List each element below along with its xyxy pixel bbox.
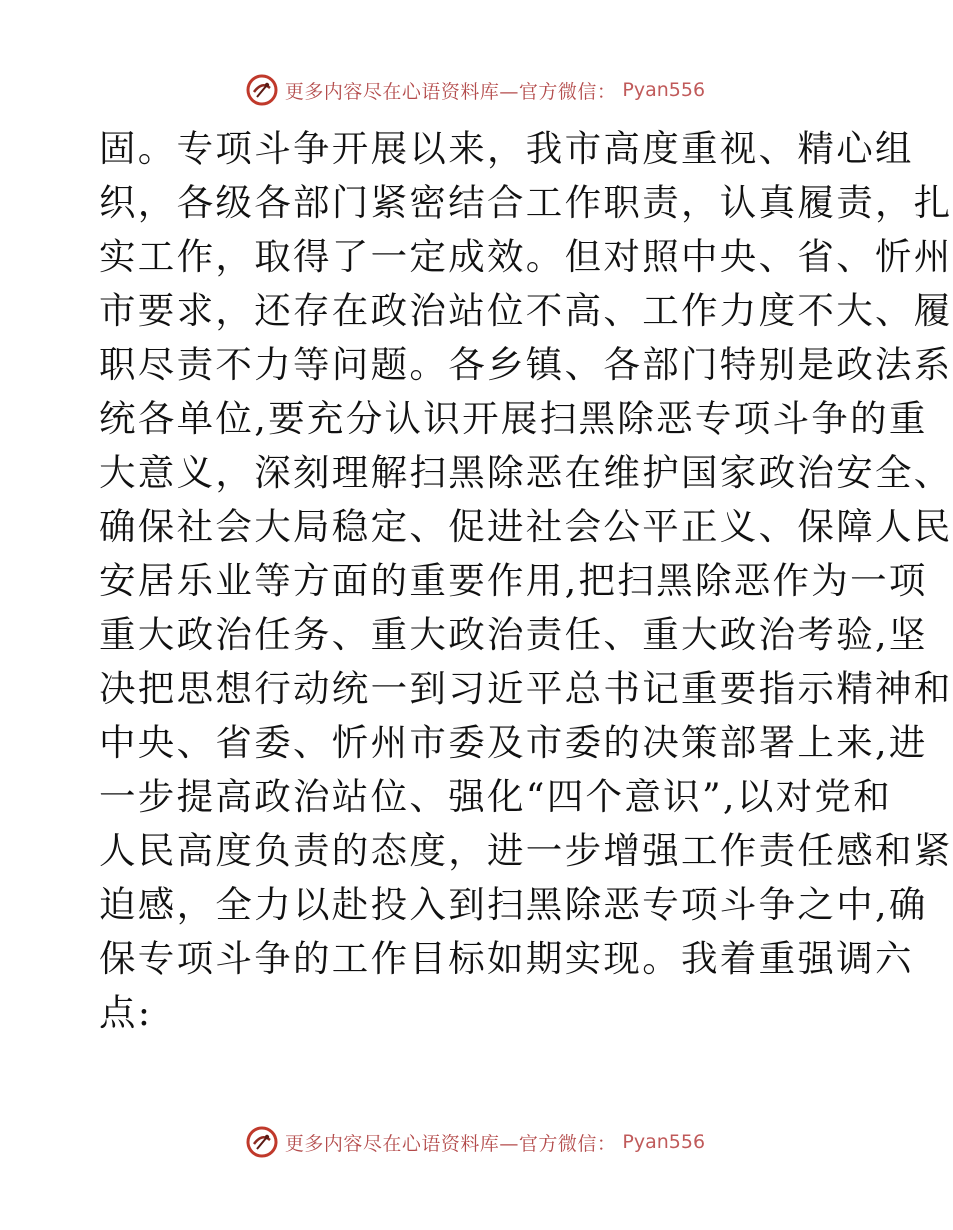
body-line: 统各单位,要充分认识开展扫黑除恶专项斗争的重	[99, 397, 928, 440]
body-line: 市要求，还存在政治站位不高、工作力度不大、履	[99, 289, 953, 332]
body-line: 大意义，深刻理解扫黑除恶在维护国家政治安全、	[99, 451, 953, 494]
body-line: 安居乐业等方面的重要作用,把扫黑除恶作为一项	[99, 559, 928, 602]
body-line: 确保社会大局稳定、促进社会公平正义、保障人民	[99, 505, 953, 548]
body-line: 固。专项斗争开展以来，我市高度重视、精心组	[99, 127, 914, 170]
document-body	[99, 122, 953, 1040]
body-line: 职尽责不力等问题。各乡镇、各部门特别是政法系	[99, 343, 953, 386]
header-watermark-text: 更多内容尽在心语资料库—官方微信：	[284, 80, 617, 103]
footer-watermark-banner	[0, 1122, 950, 1162]
body-line: 中央、省委、忻州市委及市委的决策部署上来,进	[99, 721, 928, 764]
body-line: 一步提高政治站位、强化“四个意识”,以对党和	[99, 775, 893, 818]
body-line: 保专项斗争的工作目标如期实现。我着重强调六	[99, 937, 914, 980]
brand-logo-icon	[245, 73, 279, 107]
header-watermark-banner	[0, 70, 950, 110]
header-wechat-id: Pyan556	[622, 79, 706, 101]
body-line: 点:	[99, 991, 153, 1034]
body-line: 人民高度负责的态度，进一步增强工作责任感和紧	[99, 829, 953, 872]
footer-watermark-text: 更多内容尽在心语资料库—官方微信：	[284, 1132, 617, 1155]
body-line: 决把思想行动统一到习近平总书记重要指示精神和	[99, 667, 953, 710]
footer-wechat-id: Pyan556	[622, 1131, 706, 1153]
body-line: 实工作，取得了一定成效。但对照中央、省、忻州	[99, 235, 953, 278]
body-line: 重大政治任务、重大政治责任、重大政治考验,坚	[99, 613, 928, 656]
body-line: 织，各级各部门紧密结合工作职责，认真履责，扎	[99, 181, 953, 224]
body-line: 迫感，全力以赴投入到扫黑除恶专项斗争之中,确	[99, 883, 928, 926]
brand-logo-icon	[245, 1125, 279, 1159]
